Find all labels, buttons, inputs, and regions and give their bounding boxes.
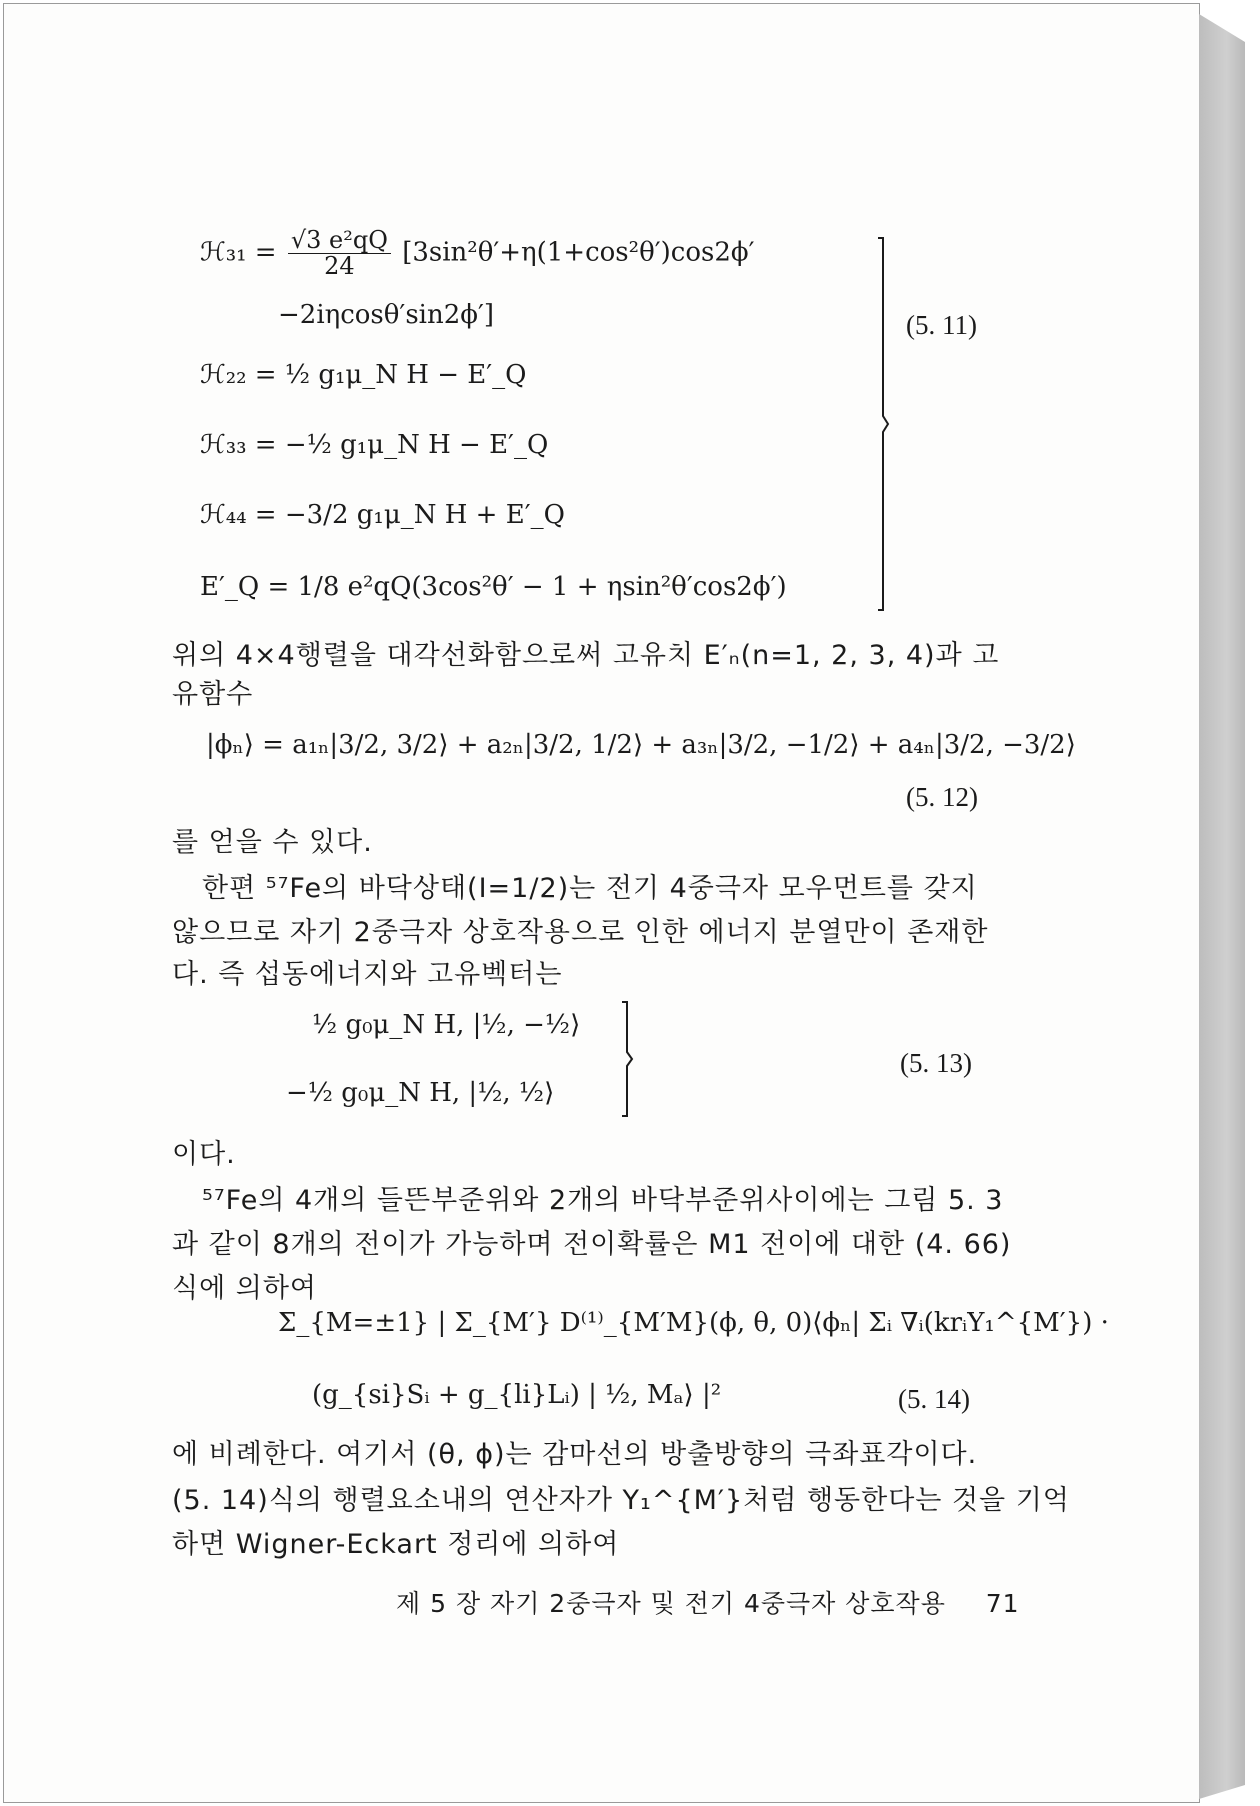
eq-5-11-line6: E′_Q = 1/8 e²qQ(3cos²θ′ − 1 + ηsin²θ′cos2ϕ′)	[200, 572, 787, 602]
paragraph-6-line2: (5. 14)식의 행렬요소내의 연산자가 Y₁^{M′}처럼 행동한다는 것을 기억	[172, 1485, 1070, 1516]
eq-5-12: |ϕₙ⟩ = a₁ₙ|3/2, 3/2⟩ + a₂ₙ|3/2, 1/2⟩ + a₃ₙ|3/2, −1/2⟩ + a₄ₙ|3/2, −3/2⟩	[206, 730, 1076, 760]
eq-5-13-brace	[620, 1000, 634, 1118]
paragraph-5-line1: ⁵⁷Fe의 4개의 들뜬부준위와 2개의 바닥부준위사이에는 그림 5. 3	[202, 1185, 1004, 1216]
running-footer	[396, 1584, 1020, 1620]
eq-5-11-numerator: √3 e²qQ	[288, 228, 391, 254]
eq-5-14-number: (5. 14)	[898, 1384, 970, 1414]
eq-5-13-number: (5. 13)	[900, 1048, 972, 1078]
eq-5-13-line1: ½ g₀μ_N H, |½, −½⟩	[312, 1010, 581, 1040]
paragraph-1-line2: 유함수	[172, 679, 254, 710]
paragraph-2: 를 얻을 수 있다.	[172, 827, 373, 858]
paragraph-5-line2: 과 같이 8개의 전이가 가능하며 전이확률은 M1 전이에 대한 (4. 66)	[172, 1229, 1012, 1260]
paragraph-3-line2: 않으므로 자기 2중극자 상호작용으로 인한 에너지 분열만이 존재한	[172, 917, 989, 948]
eq-5-12-number: (5. 12)	[906, 782, 978, 812]
paragraph-1-line1: 위의 4×4행렬을 대각선화함으로써 고유치 E′ₙ(n=1, 2, 3, 4)과 고	[172, 640, 1000, 671]
paragraph-3-line3: 다. 즉 섭동에너지와 고유벡터는	[172, 959, 563, 990]
eq-5-13-line2: −½ g₀μ_N H, |½, ½⟩	[286, 1078, 555, 1108]
page-number: 71	[985, 1589, 1020, 1618]
eq-5-11-fraction	[288, 228, 391, 279]
eq-5-11-line3: ℋ₂₂ = ½ g₁μ_N H − E′_Q	[200, 360, 527, 390]
eq-5-14-line1: Σ_{M=±1} | Σ_{M′} D⁽¹⁾_{M′M}(ϕ, θ, 0)⟨ϕₙ| Σᵢ ∇ᵢ(krᵢY₁^{M′}) ·	[278, 1308, 1109, 1338]
paragraph-6-line3: 하면 Wigner-Eckart 정리에 의하여	[172, 1529, 620, 1560]
footer-chapter-title: 제 5 장 자기 2중극자 및 전기 4중극자 상호작용	[396, 1589, 946, 1618]
eq-5-11-number: (5. 11)	[906, 310, 977, 340]
eq-5-11-line2: −2iηcosθ′sin2ϕ′]	[278, 300, 495, 330]
paragraph-6-line1: 에 비례한다. 여기서 (θ, ϕ)는 감마선의 방출방향의 극좌표각이다.	[172, 1439, 978, 1470]
eq-5-11-denominator: 24	[324, 252, 355, 281]
page-edge	[1199, 14, 1245, 1799]
eq-5-14-line2: (g_{si}Sᵢ + g_{li}Lᵢ) | ½, Mₐ⟩ |²	[312, 1380, 722, 1410]
eq-5-11-lhs: ℋ₃₁ =	[200, 237, 277, 268]
paragraph-5-line3: 식에 의하여	[172, 1273, 317, 1304]
eq-5-11-line4: ℋ₃₃ = −½ g₁μ_N H − E′_Q	[200, 430, 549, 460]
eq-5-11-rest: [3sin²θ′+η(1+cos²θ′)cos2ϕ′	[402, 237, 755, 268]
eq-5-11-line1	[200, 228, 755, 279]
paragraph-4: 이다.	[172, 1139, 236, 1170]
paragraph-3-line1: 한편 ⁵⁷Fe의 바닥상태(I=1/2)는 전기 4중극자 모우먼트를 갖지	[202, 873, 978, 904]
eq-5-11-line5: ℋ₄₄ = −3/2 g₁μ_N H + E′_Q	[200, 500, 565, 530]
eq-5-11-brace	[876, 236, 890, 612]
